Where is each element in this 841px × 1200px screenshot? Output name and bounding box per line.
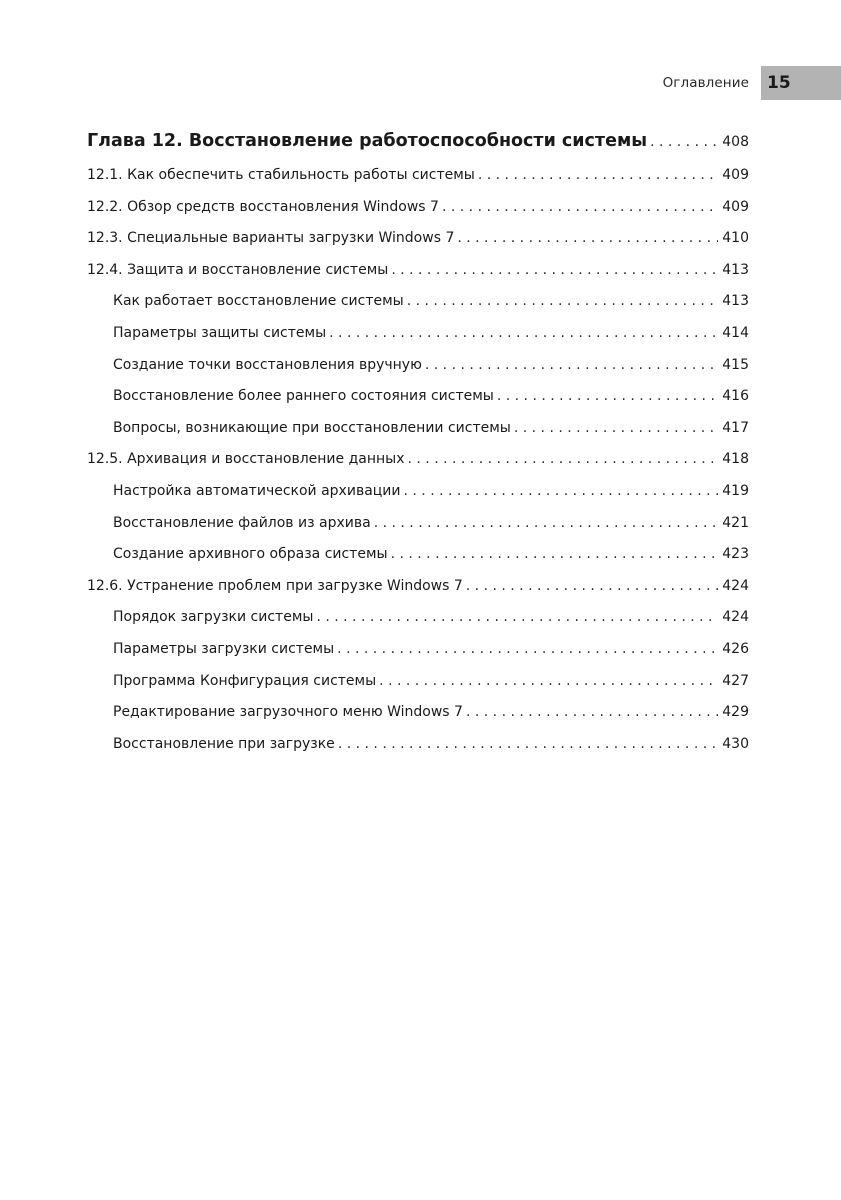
toc-leader-dots (338, 729, 718, 761)
toc-entry-page: 408 (722, 134, 749, 150)
toc-entry-page: 417 (722, 419, 749, 436)
toc-leader-dots (478, 160, 718, 192)
toc-leader-dots (337, 634, 718, 666)
toc-entry-title: 12.2. Обзор средств восстановления Windows 7 (87, 198, 439, 215)
toc-leader-dots (466, 571, 718, 603)
toc-entry-page: 413 (722, 293, 749, 310)
toc-entry-title: 12.1. Как обеспечить стабильность работы системы (87, 167, 475, 183)
toc-subsection-entry[interactable] (87, 539, 749, 571)
toc-entry-title: Настройка автоматической архивации (113, 482, 401, 499)
toc-leader-dots (316, 602, 718, 634)
toc-entry-page: 429 (722, 704, 749, 721)
toc-subsection-entry[interactable] (87, 729, 749, 761)
page-number-tab: 15 (761, 66, 841, 100)
toc-entry-page: 416 (722, 388, 749, 405)
toc-leader-dots (408, 444, 719, 476)
toc-subsection-entry[interactable] (87, 476, 749, 508)
toc-leader-dots (374, 508, 719, 540)
toc-entry-title: Вопросы, возникающие при восстановлении системы (113, 419, 511, 436)
toc-entry-page: 413 (722, 261, 749, 278)
toc-section-entry[interactable] (87, 223, 749, 255)
toc-leader-dots (466, 697, 718, 729)
running-header-title: Оглавление (662, 75, 749, 91)
toc-section-entry[interactable] (87, 192, 749, 224)
toc-section-entry[interactable] (87, 444, 749, 476)
toc-leader-dots (497, 381, 718, 413)
toc-entry-page: 410 (722, 230, 749, 247)
toc-entry-title: Восстановление более раннего состояния системы (113, 388, 494, 405)
toc-entry-title: 12.3. Специальные варианты загрузки Windows 7 (87, 230, 455, 247)
toc-subsection-entry[interactable] (87, 508, 749, 540)
toc-entry-title: Восстановление при загрузке (113, 735, 335, 752)
toc-entry-title: Редактирование загрузочного меню Windows 7 (113, 704, 463, 721)
toc-section-entry[interactable] (87, 571, 749, 603)
toc-leader-dots (650, 127, 718, 156)
toc-subsection-entry[interactable] (87, 350, 749, 382)
toc-leader-dots (407, 286, 719, 318)
toc-entry-page: 409 (722, 167, 749, 183)
running-header (663, 66, 841, 100)
toc-entry-title: Как работает восстановление системы (113, 293, 404, 310)
toc-entry-title: 12.4. Защита и восстановление системы (87, 261, 389, 278)
toc-entry-page: 415 (722, 356, 749, 373)
toc-chapter-entry[interactable] (87, 126, 749, 156)
toc-subsection-entry[interactable] (87, 602, 749, 634)
toc-entry-title: Создание точки восстановления вручную (113, 356, 422, 373)
toc-section-entry[interactable] (87, 160, 749, 192)
toc-entry-page: 421 (722, 514, 749, 531)
toc-entry-page: 409 (722, 198, 749, 215)
toc-leader-dots (442, 192, 718, 224)
table-of-contents (87, 126, 749, 760)
toc-subsection-entry[interactable] (87, 634, 749, 666)
toc-entry-title: Программа Конфигурация системы (113, 672, 377, 689)
toc-leader-dots (391, 539, 719, 571)
toc-leader-dots (329, 318, 718, 350)
toc-entry-page: 424 (722, 577, 749, 594)
toc-leader-dots (391, 255, 718, 287)
toc-entry-title: Глава 12. Восстановление работоспособности системы (87, 131, 648, 151)
toc-entry-title: Параметры загрузки системы (113, 640, 335, 657)
toc-subsection-entry[interactable] (87, 666, 749, 698)
toc-leader-dots (514, 413, 718, 445)
toc-entry-page: 419 (722, 482, 749, 499)
toc-leader-dots (457, 223, 718, 255)
toc-leader-dots (404, 476, 719, 508)
toc-entry-page: 414 (722, 324, 749, 341)
toc-entry-title: Параметры защиты системы (113, 324, 327, 341)
toc-entry-title: Восстановление файлов из архива (113, 514, 371, 531)
toc-leader-dots (379, 666, 718, 698)
toc-section-entry[interactable] (87, 255, 749, 287)
toc-entry-page: 430 (722, 735, 749, 752)
toc-subsection-entry[interactable] (87, 286, 749, 318)
toc-leader-dots (425, 350, 718, 382)
toc-subsection-entry[interactable] (87, 381, 749, 413)
toc-entry-title: Порядок загрузки системы (113, 609, 314, 626)
toc-entry-title: Создание архивного образа системы (113, 546, 388, 563)
toc-subsection-entry[interactable] (87, 697, 749, 729)
toc-entry-page: 418 (722, 451, 749, 468)
toc-subsection-entry[interactable] (87, 318, 749, 350)
toc-entry-page: 426 (722, 640, 749, 657)
toc-entry-page: 427 (722, 672, 749, 689)
toc-entry-page: 423 (722, 546, 749, 563)
toc-subsection-entry[interactable] (87, 413, 749, 445)
toc-entry-title: 12.5. Архивация и восстановление данных (87, 451, 405, 468)
toc-entry-page: 424 (722, 609, 749, 626)
toc-entry-title: 12.6. Устранение проблем при загрузке Windows 7 (87, 577, 463, 594)
